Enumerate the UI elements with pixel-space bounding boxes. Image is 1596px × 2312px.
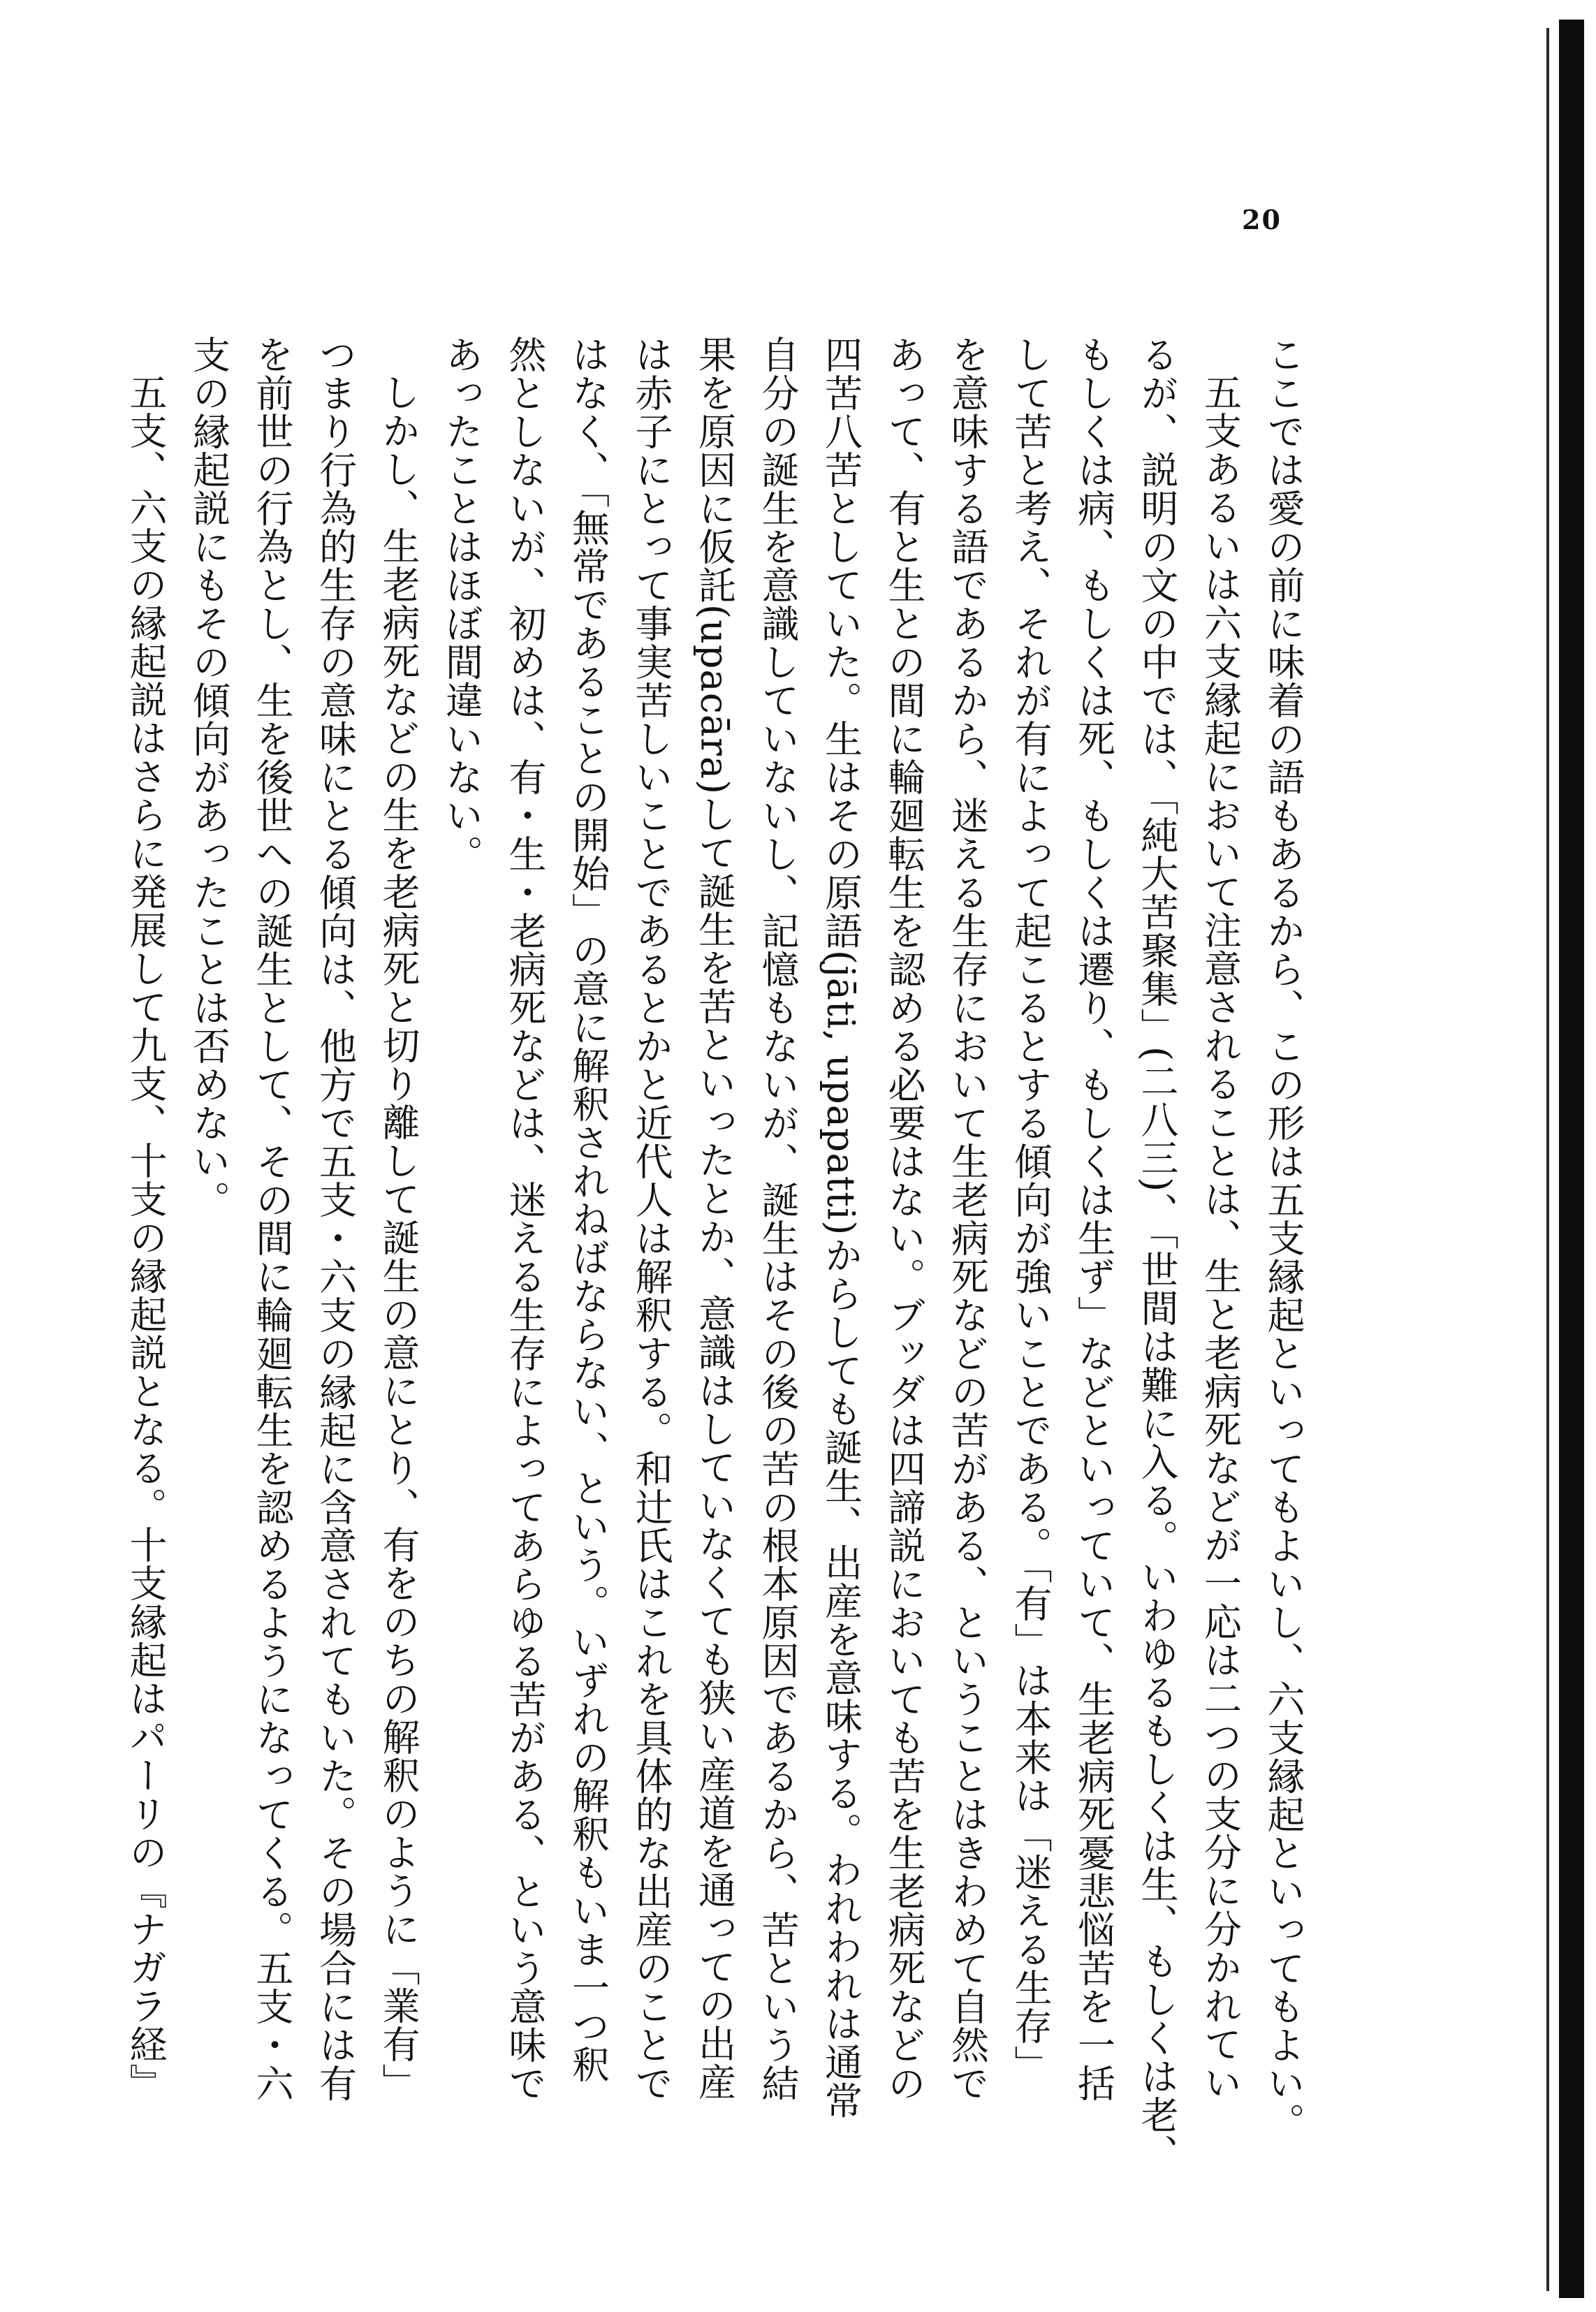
text-line: は赤子にとって事実苦しいことであるとかと近代人は解釈する。和辻氏はこれを具体的な出産のことで xyxy=(629,335,673,2102)
text-line: 自分の誕生を意識していないし、記憶もないが、誕生はその後の苦の根本原因であるから、苦という結 xyxy=(756,335,800,2102)
text-line: 四苦八苦としていた。生はその原語(jāti, upapatti)からしても誕生、出産を意味する。われわれは通常 xyxy=(819,335,863,2120)
text-line: つまり行為的生存の意味にとる傾向は、他方で五支・六支の縁起に含意されてもいた。その場合には有 xyxy=(313,335,358,2102)
text-line: 支の縁起説にもその傾向があったことは否めない。 xyxy=(186,335,231,1219)
text-line: を意味する語であるから、迷える生存において生老病死などの苦がある、ということはきわめて自然で xyxy=(945,335,990,2102)
text-line: しかし、生老病死などの生を老病死と切り離して誕生の意にとり、有をのちの解釈のように「業有」 xyxy=(376,373,420,2102)
text-line: もしくは病、もしくは死、もしくは遷り、もしくは生ず」などといっていて、生老病死憂悲悩苦を一括 xyxy=(1071,335,1116,2102)
text-line: るが、説明の文の中では、「純大苦聚集」(二八三)、「世間は難に入る。いわゆるもしくは生、もしくは老、 xyxy=(1135,335,1179,2173)
text-line: ここでは愛の前に味着の語もあるから、この形は五支縁起といってもよいし、六支縁起といってもよい。 xyxy=(1261,335,1305,2141)
scan-edge-shadow xyxy=(1559,20,1584,2298)
text-line: 果を原因に仮託(upacāra)して誕生を苦といったとか、意識はしていなくても狭い産道を通っての出産 xyxy=(692,335,737,2102)
text-line: あったことはほぼ間違いない。 xyxy=(439,335,484,873)
text-line: 五支、六支の縁起説はさらに発展して九支、十支の縁起説となる。十支縁起はパーリの『ナガラ経』 xyxy=(124,373,168,2102)
page-number: 20 xyxy=(1242,204,1282,235)
text-line: して苦と考え、それが有によって起こるとする傾向が強いことである。「有」は本来は「迷える生存」 xyxy=(1009,335,1053,2084)
vertical-body-text xyxy=(124,335,1315,2173)
text-line: 然としないが、初めは、有・生・老病死などは、迷える生存によってあらゆる苦がある、という意味で xyxy=(503,335,547,2102)
text-line: あって、有と生との間に輪廻転生を認める必要はない。ブッダは四諦説においても苦を生老病死などの xyxy=(882,335,926,2102)
text-line: はなく、「無常であることの開始」の意に解釈されねばならない、という。いずれの解釈もいま一つ釈 xyxy=(566,335,610,2084)
scan-edge-line xyxy=(1546,28,1549,2291)
text-line: 五支あるいは六支縁起において注意されることは、生と老病死などが一応は二つの支分に分かれてい xyxy=(1198,373,1243,2102)
text-line: を前世の行為とし、生を後世への誕生として、その間に輪廻転生を認めるようになってくる。五支・六 xyxy=(250,335,294,2102)
